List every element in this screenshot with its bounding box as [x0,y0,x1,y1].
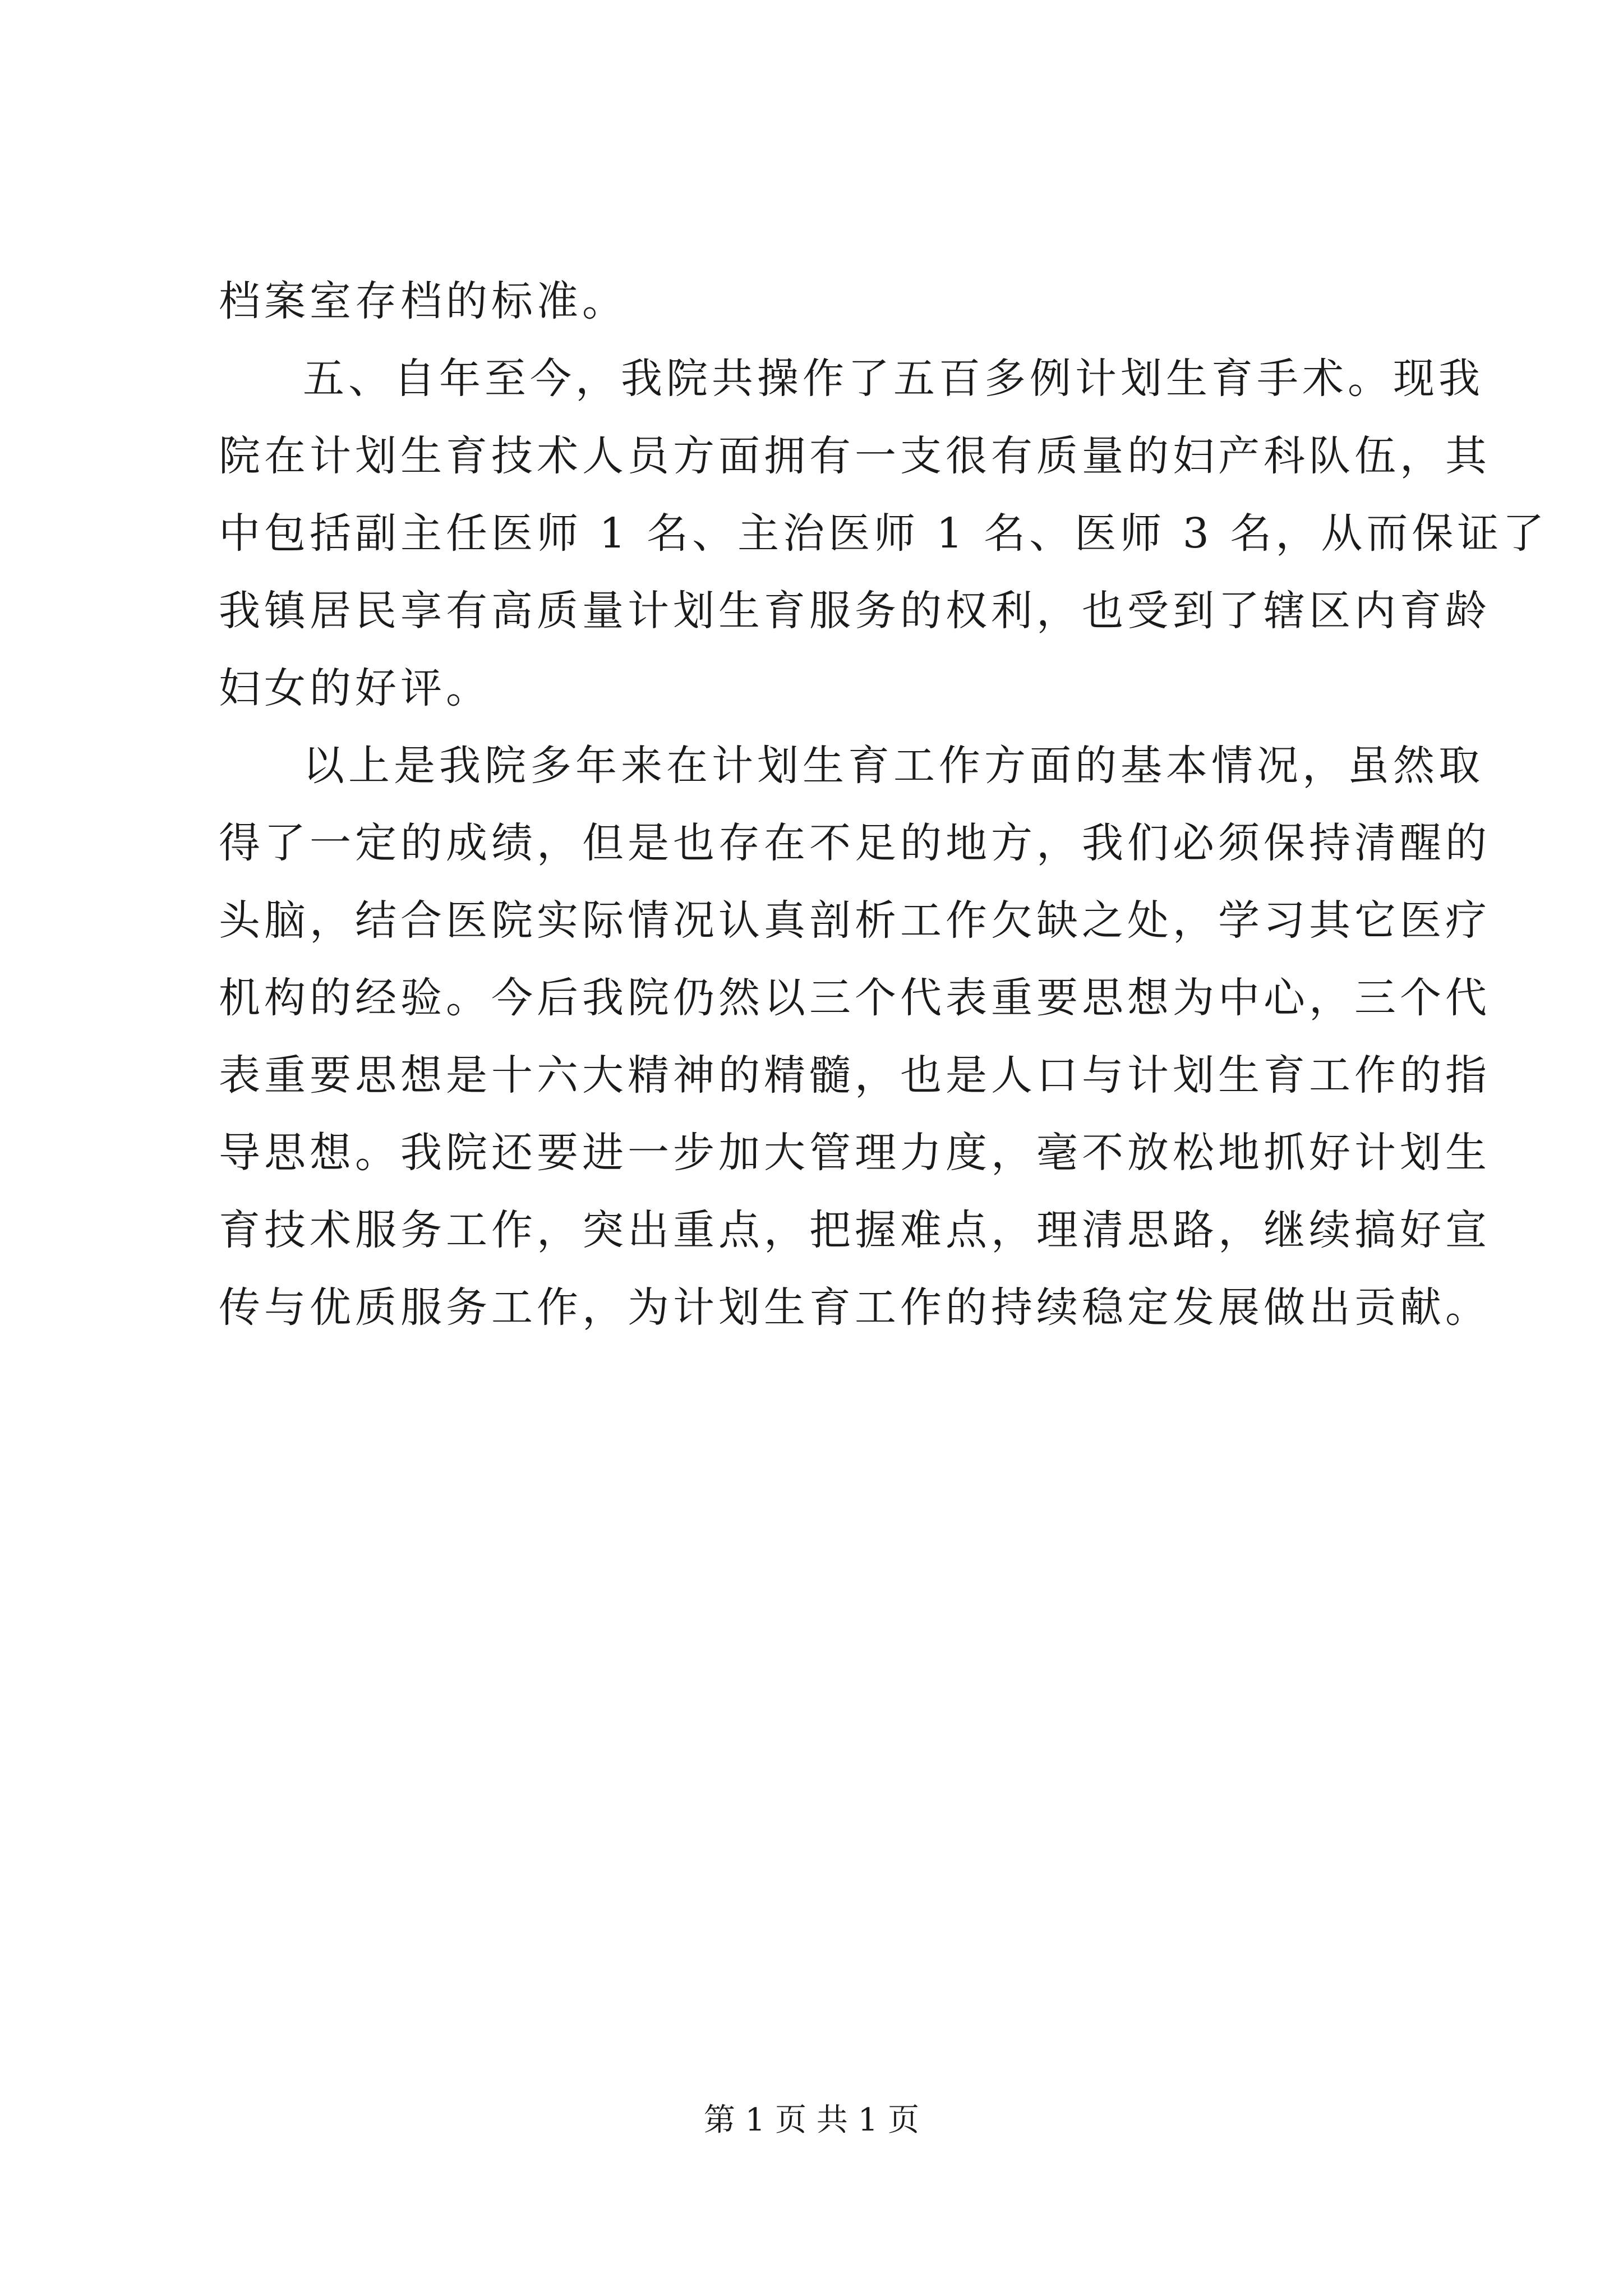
text-line: 表重要思想是十六大精神的精髓，也是人口与计划生育工作的指 [219,1051,1491,1099]
text-line: 头脑，结合医院实际情况认真剖析工作欠缺之处，学习其它医疗 [219,896,1491,945]
text-line: 得了一定的成绩，但是也存在不足的地方，我们必须保持清醒的 [219,819,1491,867]
text-line: 妇女的好评。 [219,664,491,712]
text-line: 导思想。我院还要进一步加大管理力度，毫不放松地抓好计划生 [219,1129,1491,1177]
text-line: 传与优质服务工作，为计划生育工作的持续稳定发展做出贡献。 [219,1283,1491,1332]
text-line: 档案室存档的标准。 [219,277,628,325]
text-line: 机构的经验。今后我院仍然以三个代表重要思想为中心，三个代 [219,974,1491,1022]
text-line: 育技术服务工作，突出重点，把握难点，理清思路，继续搞好宣 [219,1206,1491,1254]
text-line: 以上是我院多年来在计划生育工作方面的基本情况，虽然取 [303,742,1484,790]
text-line: 院在计划生育技术人员方面拥有一支很有质量的妇产科队伍，其 [219,432,1491,480]
text-line: 五、自年至今，我院共操作了五百多例计划生育手术。现我 [303,355,1484,403]
text-line: 我镇居民享有高质量计划生育服务的权利，也受到了辖区内育龄 [219,587,1491,635]
document-body [219,263,1548,1346]
text-line: 中包括副主任医师 1 名、主治医师 1 名、医师 3 名，从而保证了 [219,509,1548,558]
page-number-footer: 第 1 页 共 1 页 [703,2102,920,2138]
